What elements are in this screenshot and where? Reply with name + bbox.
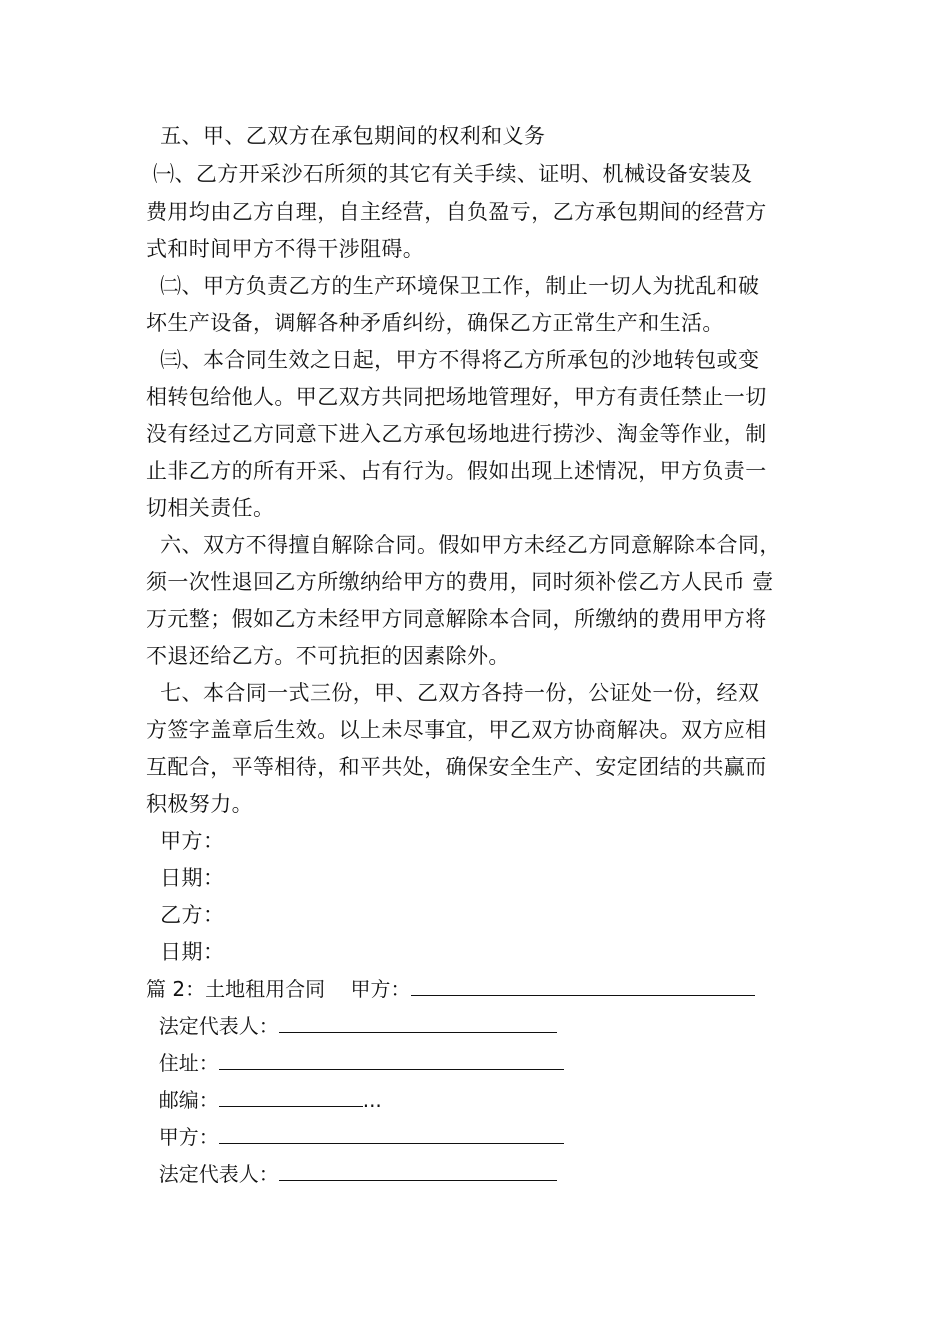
address-blank (219, 1049, 564, 1070)
party-b-signature: 乙方： (146, 903, 225, 927)
clause-2-line-1: ㈡、甲方负责乙方的生产环境保卫工作，制止一切人为扰乱和破 (146, 274, 760, 298)
section-six-line-1: 六、双方不得擅自解除合同。假如甲方未经乙方同意解除本合同， (146, 533, 781, 557)
clause-3-line-2: 相转包给他人。甲乙双方共同把场地管理好，甲方有责任禁止一切 (146, 385, 767, 409)
address-label: 住址： (146, 1051, 219, 1075)
postcode-row (146, 1085, 382, 1115)
section-six-line-4: 不退还给乙方。不可抗拒的因素除外。 (146, 644, 510, 668)
party-b-date: 日期： (146, 940, 225, 964)
section-five-heading: 五、甲、乙双方在承包期间的权利和义务 (146, 124, 546, 148)
party-a-blank (411, 975, 755, 996)
clause-3-line-1: ㈢、本合同生效之日起，甲方不得将乙方所承包的沙地转包或变 (146, 348, 760, 372)
postcode-label: 邮编： (146, 1088, 219, 1112)
legal-representative-row-2 (146, 1159, 557, 1189)
clause-3-line-5: 切相关责任。 (146, 496, 275, 520)
section-six-line-2: 须一次性退回乙方所缴纳给甲方的费用，同时须补偿乙方人民币 壹 (146, 570, 774, 594)
legal-representative-blank (279, 1012, 557, 1033)
section-six-line-3: 万元整；假如乙方未经甲方同意解除本合同，所缴纳的费用甲方将 (146, 607, 767, 631)
truncation-ellipsis: ... (362, 1088, 382, 1112)
clause-1-line-3: 式和时间甲方不得干涉阻碍。 (146, 237, 425, 261)
party-a-date: 日期： (146, 866, 225, 890)
postcode-blank (219, 1086, 363, 1107)
clause-3-line-4: 止非乙方的所有开采、占有行为。假如出现上述情况，甲方负责一 (146, 459, 767, 483)
legal-representative-label: 法定代表人： (146, 1014, 279, 1038)
clause-3-line-3: 没有经过乙方同意下进入乙方承包场地进行捞沙、淘金等作业，制 (146, 422, 767, 446)
party-a-signature: 甲方： (146, 829, 225, 853)
section-seven-line-2: 方签字盖章后生效。以上未尽事宜，甲乙双方协商解决。双方应相 (146, 718, 767, 742)
clause-2-line-2: 坏生产设备，调解各种矛盾纠纷，确保乙方正常生产和生活。 (146, 311, 724, 335)
legal-representative-blank-2 (279, 1160, 557, 1181)
section-seven-line-4: 积极努力。 (146, 792, 253, 816)
party-a-row (146, 1122, 564, 1152)
party-a-label: 甲方： (146, 1125, 219, 1149)
clause-1-line-2: 费用均由乙方自理，自主经营，自负盈亏，乙方承包期间的经营方 (146, 200, 767, 224)
legal-representative-row (146, 1011, 557, 1041)
lease-contract-title: 篇 2：土地租用合同 甲方： (146, 977, 411, 1001)
section-seven-line-1: 七、本合同一式三份，甲、乙双方各持一份，公证处一份，经双 (146, 681, 760, 705)
address-row (146, 1048, 564, 1078)
lease-contract-title-row (146, 974, 755, 1004)
section-seven-line-3: 互配合，平等相待，和平共处，确保安全生产、安定团结的共赢而 (146, 755, 767, 779)
clause-1-line-1: ㈠、乙方开采沙石所须的其它有关手续、证明、机械设备安装及 (146, 162, 753, 186)
legal-representative-label-2: 法定代表人： (146, 1162, 279, 1186)
party-a-name-blank (219, 1123, 564, 1144)
